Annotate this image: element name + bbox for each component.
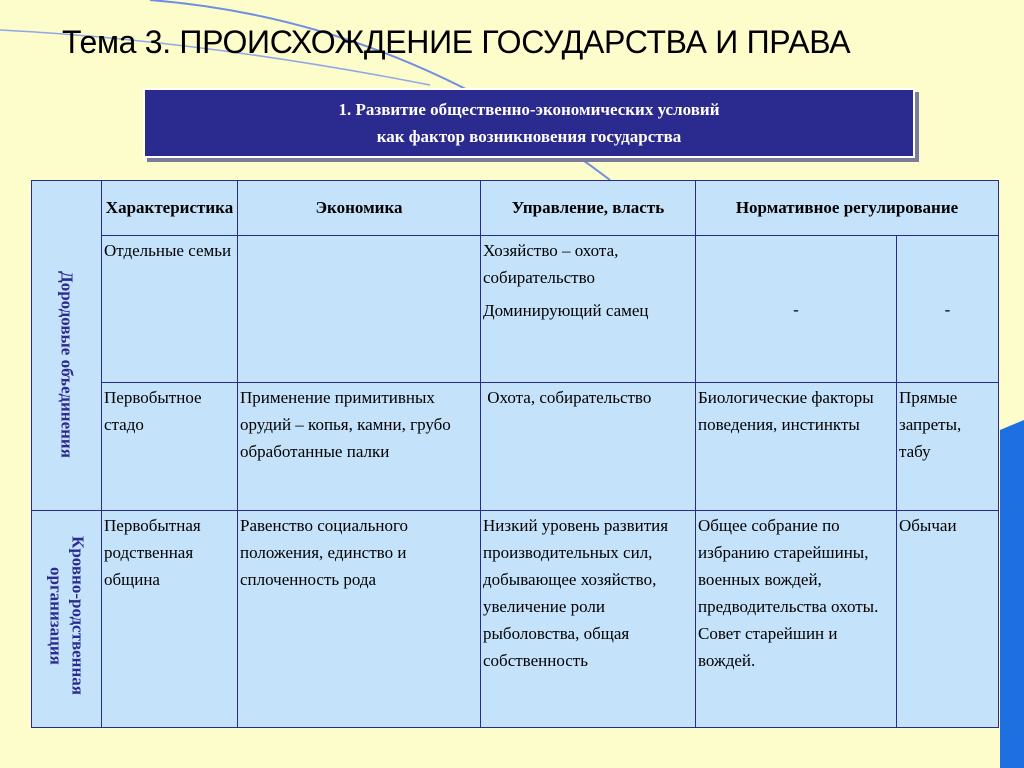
header-characteristic: Характеристика bbox=[102, 181, 238, 236]
row-extra: Прямые запреты, табу bbox=[897, 383, 999, 511]
table-row bbox=[32, 511, 999, 728]
group-cell-kin-org bbox=[32, 511, 102, 728]
table-header-row bbox=[32, 181, 999, 236]
table-row bbox=[32, 236, 999, 383]
governance-line: Доминирующий самец bbox=[483, 301, 649, 320]
row-governance: Низкий уровень развития производительных сил, добывающее хозяйство, увеличение роли рыболовства, общая собственность bbox=[481, 511, 696, 728]
row-name: Отдельные семьи bbox=[102, 236, 238, 383]
group-cell-pre-tribal bbox=[32, 181, 102, 511]
section-header-box bbox=[143, 88, 915, 158]
row-governance: Охота, собирательство bbox=[481, 383, 696, 511]
governance-line: Хозяйство – охота, собирательство bbox=[483, 241, 619, 287]
page-title: Тема 3. ПРОИСХОЖДЕНИЕ ГОСУДАРСТВА И ПРАВА bbox=[62, 24, 851, 60]
row-regulation: Биологические факторы поведения, инстинкты bbox=[696, 383, 897, 511]
section-header-line-1: 1. Развитие общественно-экономических условий bbox=[338, 100, 720, 119]
row-name: Первобытная родственная община bbox=[102, 511, 238, 728]
row-economy bbox=[238, 236, 481, 383]
row-extra: Обычаи bbox=[897, 511, 999, 728]
row-economy: Равенство социального положения, единство и сплоченность рода bbox=[238, 511, 481, 728]
group-label-kin-org: Кровно-родственная организация bbox=[46, 536, 88, 695]
group-label-pre-tribal: Дородовые объединения bbox=[57, 270, 77, 458]
header-regulation: Нормативное регулирование bbox=[696, 181, 999, 236]
row-regulation: - bbox=[696, 236, 897, 383]
row-extra: - bbox=[897, 236, 999, 383]
row-name: Первобытное стадо bbox=[102, 383, 238, 511]
header-economy: Экономика bbox=[238, 181, 481, 236]
row-economy: Применение примитивных орудий – копья, камни, грубо обработанные палки bbox=[238, 383, 481, 511]
section-header-line-2: как фактор возникновения государства bbox=[376, 127, 682, 146]
table-row bbox=[32, 383, 999, 511]
comparison-table bbox=[31, 180, 999, 728]
row-governance bbox=[481, 236, 696, 383]
row-regulation: Общее собрание по избранию старейшины, военных вождей, предводительства охоты. Совет старейшин и вождей. bbox=[696, 511, 897, 728]
header-governance: Управление, власть bbox=[481, 181, 696, 236]
